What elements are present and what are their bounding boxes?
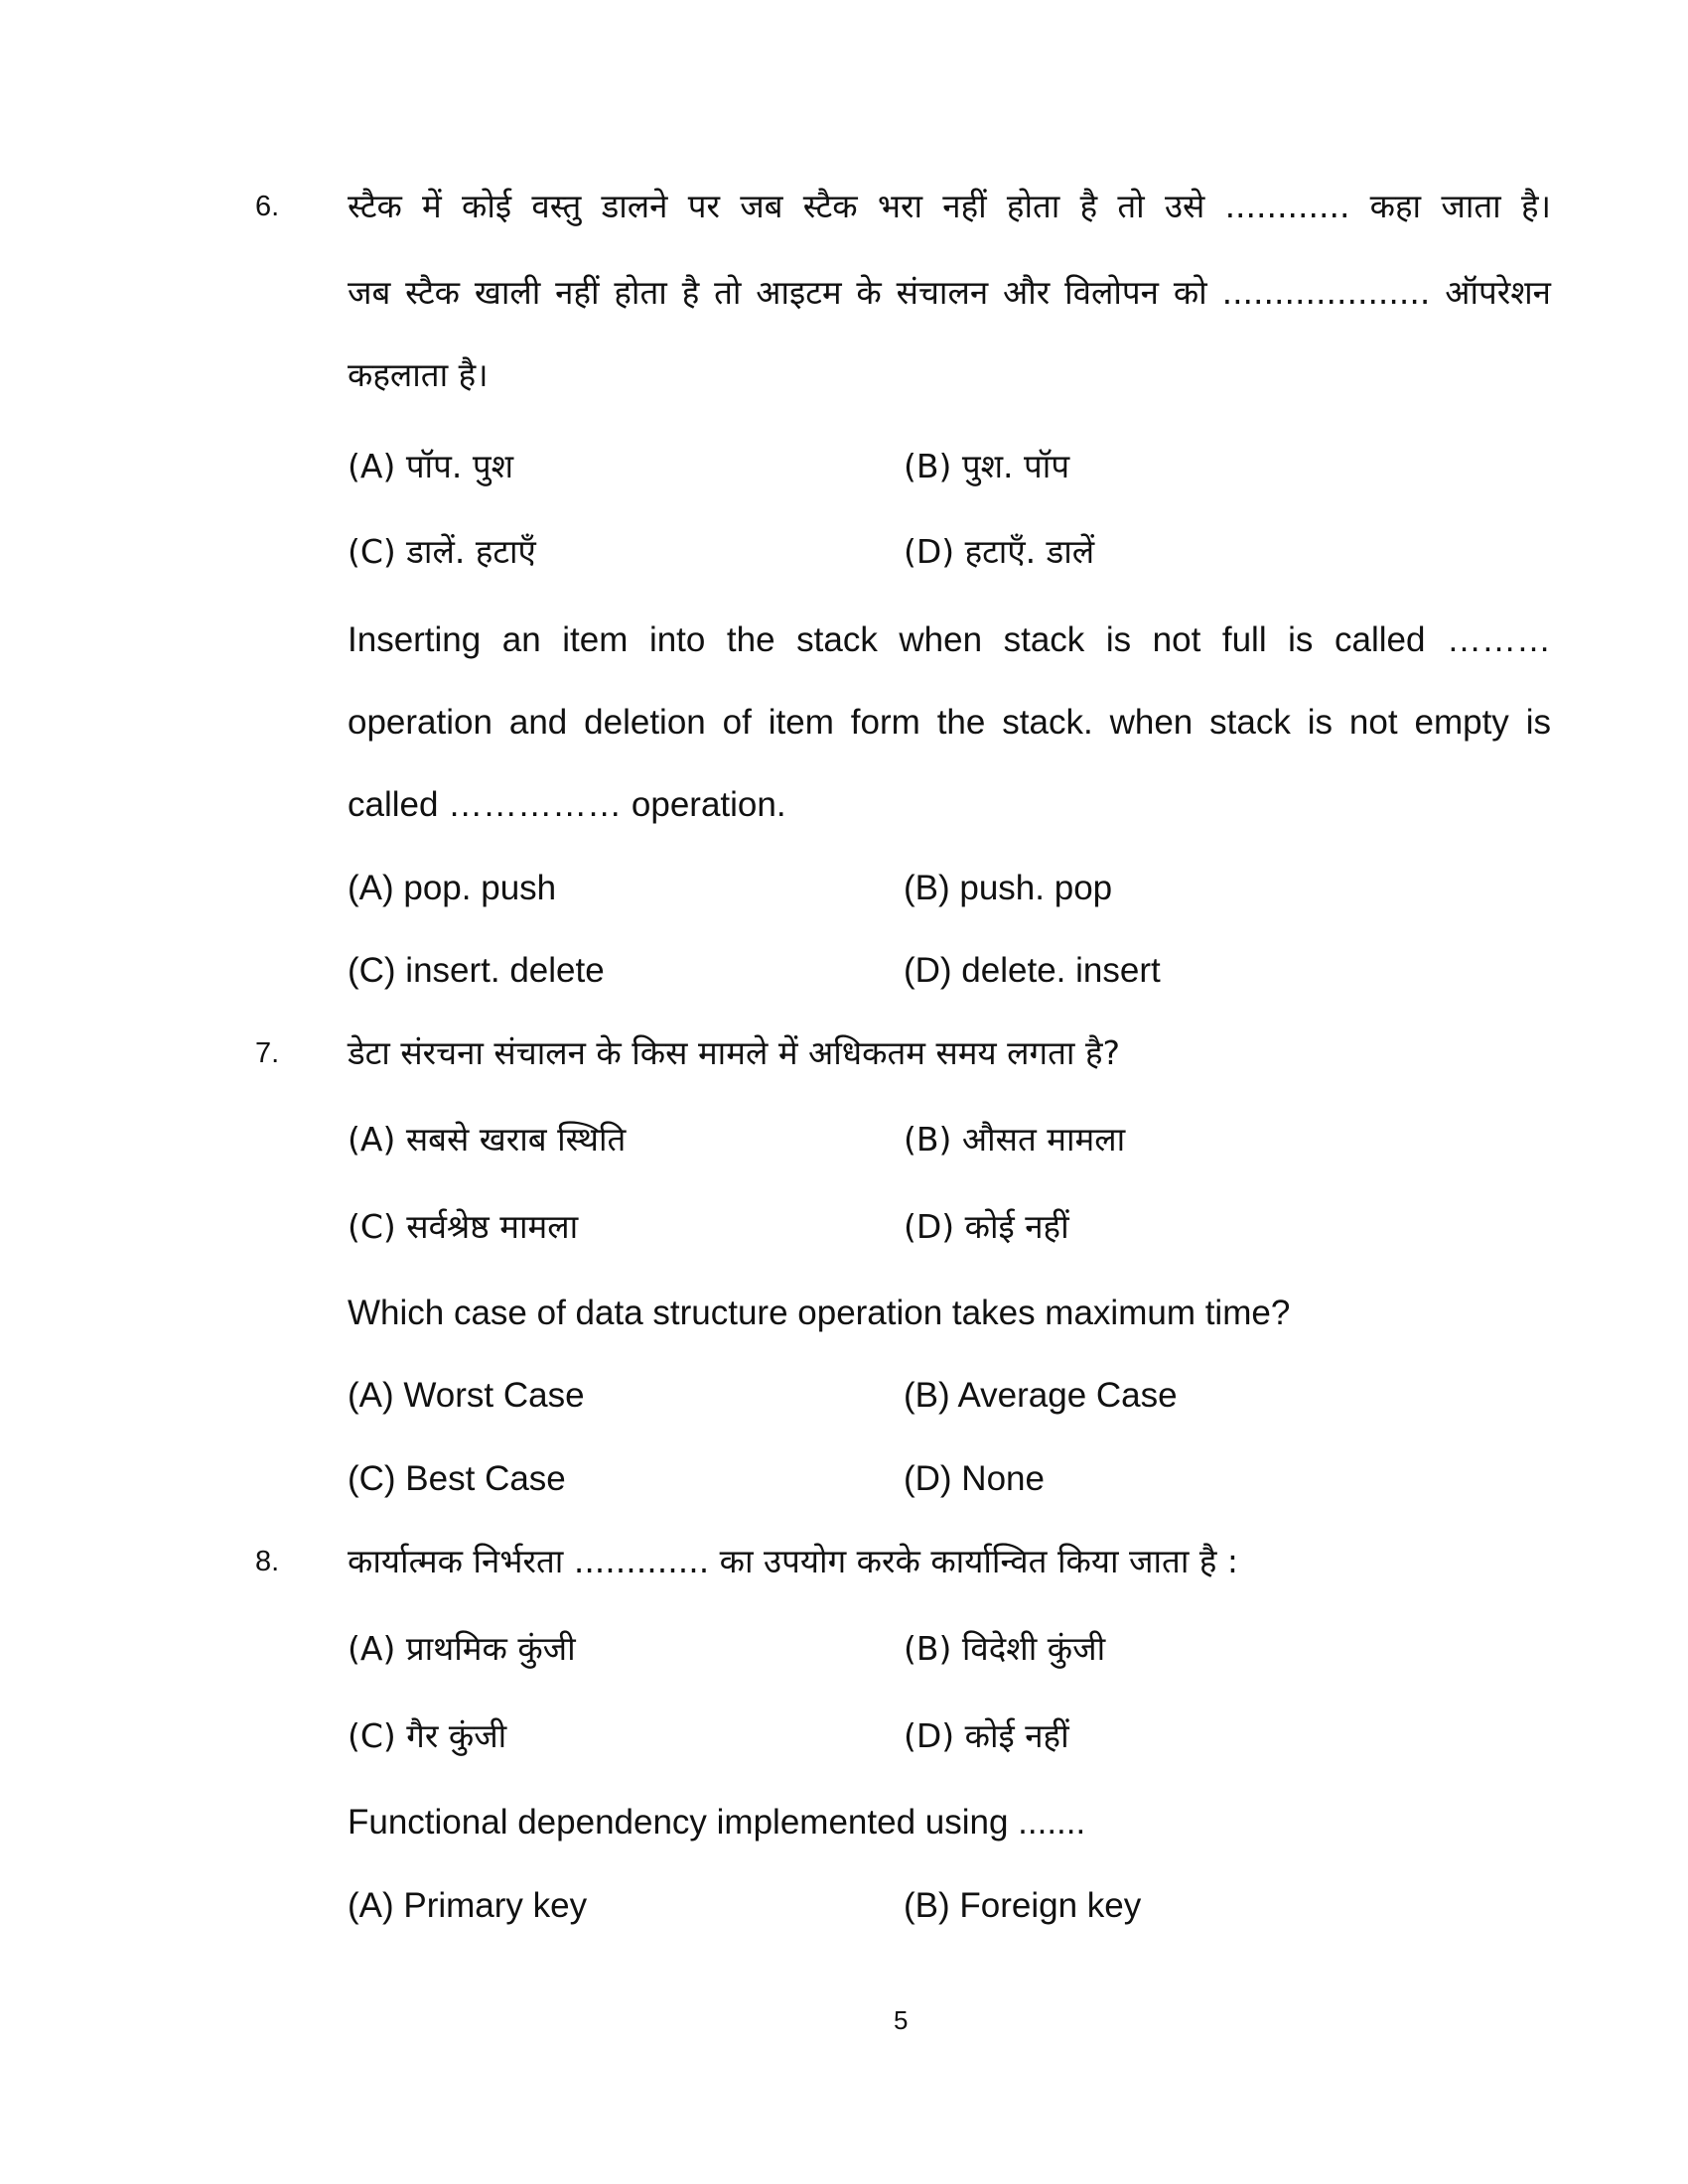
question-text-hindi-line-1: स्टैक में कोई वस्तु डालने पर जब स्टैक भरा नहीं होता है तो उसे ............ कहा जाता है।	[348, 187, 1551, 225]
question-text-hindi-line-3: कहलाता है।	[348, 355, 489, 394]
option-a-hindi: (A) पॉप. पुश	[348, 447, 514, 485]
option-b-english: (B) Foreign key	[904, 1886, 1142, 1925]
option-d-english: (D) delete. insert	[904, 951, 1161, 990]
option-a-english: (A) pop. push	[348, 869, 557, 907]
question-text-english: Functional dependency implemented using .......	[348, 1803, 1086, 1842]
question-text-hindi: कार्यात्मक निर्भरता ............. का उपयोग करके कार्यान्वित किया जाता है :	[348, 1542, 1239, 1580]
option-d-english: (D) None	[904, 1459, 1045, 1498]
question-number: 8.	[255, 1546, 280, 1577]
question-text-english-line-2: operation and deletion of item form the stack. when stack is not empty is	[348, 703, 1551, 742]
option-a-english: (A) Primary key	[348, 1886, 588, 1925]
option-a-hindi: (A) सबसे खराब स्थिति	[348, 1120, 627, 1159]
option-c-hindi: (C) गैर कुंजी	[348, 1716, 507, 1755]
option-a-hindi: (A) प्राथमिक कुंजी	[348, 1629, 576, 1668]
question-number: 6.	[255, 191, 280, 222]
option-c-english: (C) insert. delete	[348, 951, 605, 990]
question-text-hindi: डेटा संरचना संचालन के किस मामले में अधिकतम समय लगता है?	[348, 1033, 1120, 1072]
option-b-hindi: (B) औसत मामला	[904, 1120, 1126, 1159]
option-b-english: (B) push. pop	[904, 869, 1113, 907]
option-d-hindi: (D) हटाएँ. डालें	[904, 532, 1095, 571]
option-a-english: (A) Worst Case	[348, 1376, 585, 1415]
option-d-hindi: (D) कोई नहीं	[904, 1716, 1069, 1755]
option-b-english: (B) Average Case	[904, 1376, 1178, 1415]
option-c-hindi: (C) सर्वश्रेष्ठ मामला	[348, 1207, 579, 1246]
option-d-hindi: (D) कोई नहीं	[904, 1207, 1069, 1246]
option-c-hindi: (C) डालें. हटाएँ	[348, 532, 536, 571]
question-text-hindi-line-2: जब स्टैक खाली नहीं होता है तो आइटम के संचालन और विलोपन को .................... ऑपरेशन	[348, 273, 1551, 312]
question-text-english-line-1: Inserting an item into the stack when stack is not full is called ………	[348, 620, 1551, 659]
question-text-english-line-3: called …………… operation.	[348, 785, 786, 824]
option-b-hindi: (B) विदेशी कुंजी	[904, 1629, 1106, 1668]
page-number: 5	[894, 2005, 909, 2035]
option-c-english: (C) Best Case	[348, 1459, 566, 1498]
question-number: 7.	[255, 1037, 280, 1069]
option-b-hindi: (B) पुश. पॉप	[904, 447, 1070, 485]
question-text-english: Which case of data structure operation takes maximum time?	[348, 1294, 1291, 1332]
